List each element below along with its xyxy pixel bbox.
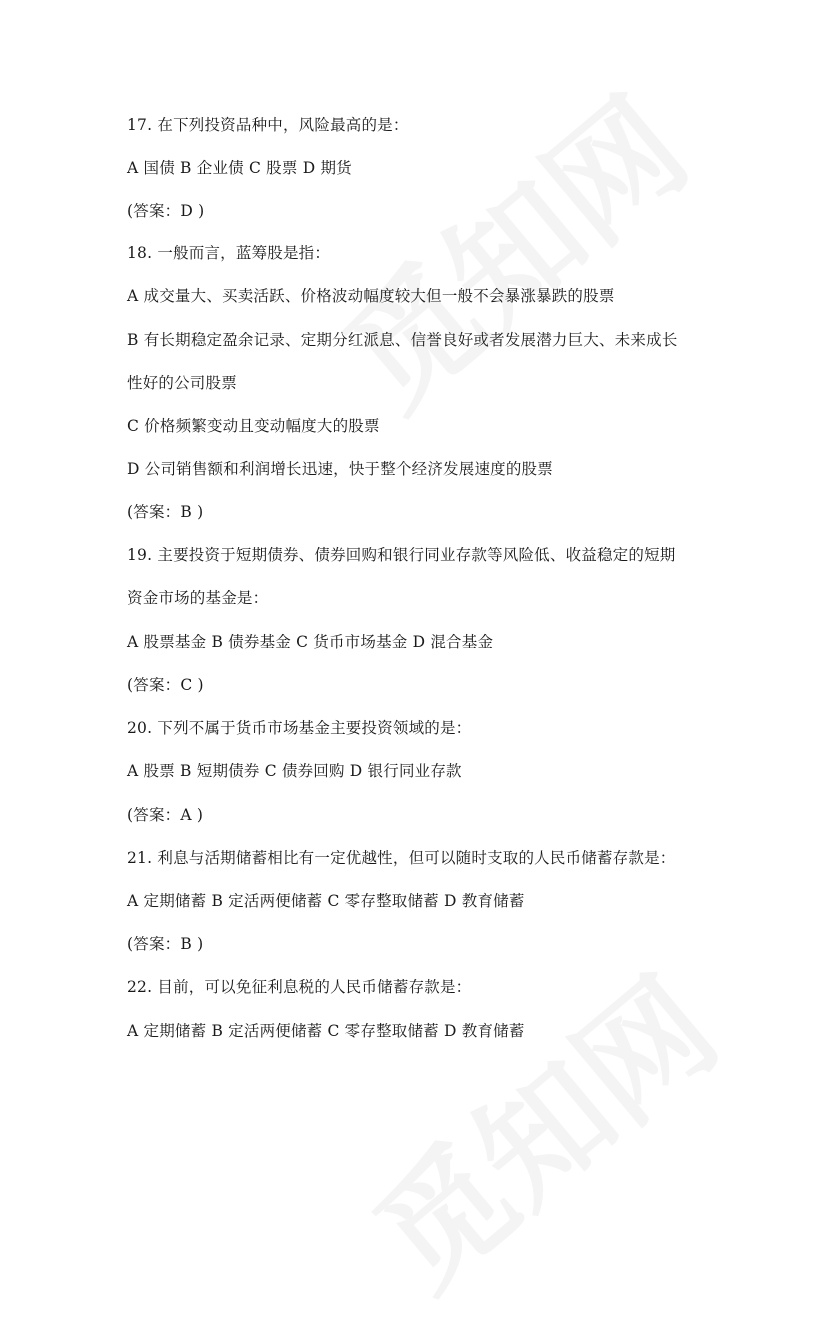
question-18-option-d: D 公司销售额和利润增长迅速，快于整个经济发展速度的股票 [127, 460, 553, 478]
question-19-answer: (答案：C ) [127, 676, 204, 694]
question-18-option-c: C 价格频繁变动且变动幅度大的股票 [127, 417, 380, 435]
question-21: 21. 利息与活期储蓄相比有一定优越性，但可以随时支取的人民币储蓄存款是： [127, 849, 676, 867]
question-21-answer: (答案：B ) [127, 935, 204, 953]
question-18-option-b: B 有长期稳定盈余记录、定期分红派息、信誉良好或者发展潜力巨大、未来成长 [127, 331, 678, 349]
question-22-options: A 定期储蓄 B 定活两便储蓄 C 零存整取储蓄 D 教育储蓄 [127, 1022, 525, 1040]
question-20-options: A 股票 B 短期债券 C 债券回购 D 银行同业存款 [127, 762, 462, 780]
question-17-answer: (答案：D ) [127, 202, 205, 220]
question-19-options: A 股票基金 B 债券基金 C 货币市场基金 D 混合基金 [127, 633, 494, 651]
question-18-answer: (答案：B ) [127, 503, 204, 521]
question-22: 22. 目前，可以免征利息税的人民币储蓄存款是： [127, 978, 472, 996]
question-17-options: A 国债 B 企业债 C 股票 D 期货 [127, 159, 352, 177]
question-18-option-b-cont: 性好的公司股票 [127, 374, 237, 392]
question-20-answer: (答案：A ) [127, 806, 204, 824]
question-20: 20. 下列不属于货币市场基金主要投资领域的是： [127, 719, 472, 737]
question-19-cont: 资金市场的基金是： [127, 589, 269, 607]
question-21-options: A 定期储蓄 B 定活两便储蓄 C 零存整取储蓄 D 教育储蓄 [127, 892, 525, 910]
question-18: 18. 一般而言，蓝筹股是指： [127, 244, 331, 262]
question-18-option-a: A 成交量大、买卖活跃、价格波动幅度较大但一般不会暴涨暴跌的股票 [127, 287, 615, 305]
question-17: 17. 在下列投资品种中，风险最高的是： [127, 116, 409, 134]
question-19: 19. 主要投资于短期债券、债券回购和银行同业存款等风险低、收益稳定的短期 [127, 546, 676, 564]
